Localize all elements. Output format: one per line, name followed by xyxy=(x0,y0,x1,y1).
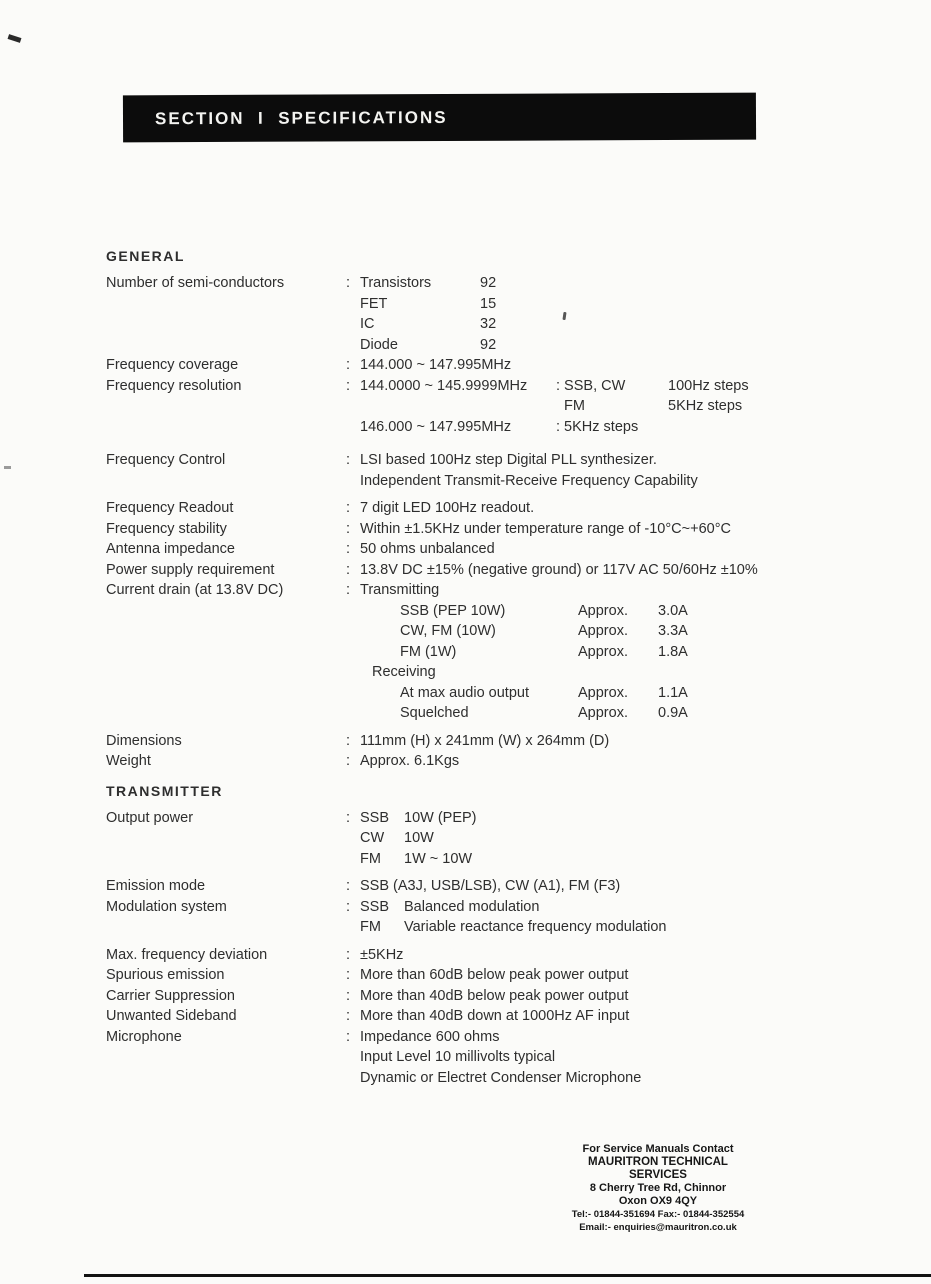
service-stamp xyxy=(558,1143,758,1234)
spec-label: Frequency coverage xyxy=(106,357,239,373)
spec-row xyxy=(106,560,881,581)
spec-cell: Input Level 10 millivolts typical xyxy=(360,1049,556,1065)
spec-row xyxy=(106,498,881,519)
spec-cell: 13.8V DC ±15% (negative ground) or 117V AC 50/60Hz ±10% xyxy=(360,561,758,578)
spec-line xyxy=(360,471,881,492)
spec-row xyxy=(106,897,881,938)
spec-value xyxy=(360,539,881,560)
spec-label: Number of semi-conductors xyxy=(106,275,285,291)
section-transmitter xyxy=(106,783,881,1089)
spec-line xyxy=(360,751,881,772)
spec-line xyxy=(360,1047,881,1068)
spec-cell: : 5KHz steps xyxy=(556,418,639,435)
stamp-phone-line: Tel:- 01844-351694 Fax:- 01844-352554 xyxy=(571,1209,745,1220)
spec-cell: LSI based 100Hz step Digital PLL synthesizer. xyxy=(360,452,657,468)
spec-value xyxy=(360,897,881,938)
spec-line xyxy=(360,965,881,986)
spec-colon: : xyxy=(346,561,351,578)
spec-colon: : xyxy=(346,275,351,291)
spec-value xyxy=(360,560,881,581)
spec-label: Frequency Readout xyxy=(106,500,234,516)
spec-row xyxy=(106,965,881,986)
spec-line xyxy=(360,1006,881,1027)
spec-value xyxy=(360,986,881,1007)
spec-cell: Independent Transmit-Receive Frequency Capability xyxy=(360,472,698,489)
spec-cell: 15 xyxy=(480,295,497,312)
spec-value xyxy=(360,376,881,438)
spec-line xyxy=(360,1027,881,1048)
spec-cell: More than 40dB below peak power output xyxy=(360,987,629,1004)
spec-row xyxy=(106,876,881,897)
spec-row xyxy=(106,945,881,966)
spec-label: Frequency resolution xyxy=(106,377,242,394)
spec-colon: : xyxy=(346,809,351,826)
spec-label: Modulation system xyxy=(106,898,227,915)
spec-value xyxy=(360,945,881,966)
spec-cell: SSB (A3J, USB/LSB), CW (A1), FM (F3) xyxy=(360,878,621,894)
spec-value xyxy=(360,519,881,540)
spec-cell: FM xyxy=(360,919,381,935)
spec-line xyxy=(360,519,881,540)
stamp-address-line: Oxon OX9 4QY xyxy=(618,1195,698,1207)
spec-line xyxy=(360,945,881,966)
spec-label: Spurious emission xyxy=(106,967,225,983)
spec-line xyxy=(360,986,881,1007)
spec-line xyxy=(360,560,881,581)
spec-row xyxy=(106,1027,881,1089)
spec-label: Antenna impedance xyxy=(106,541,235,557)
section-header-title: SECTION I SPECIFICATIONS xyxy=(154,107,448,128)
spec-row xyxy=(106,355,881,376)
spec-value xyxy=(360,498,881,519)
spec-cell: Approx. 6.1Kgs xyxy=(360,753,460,769)
spec-colon: : xyxy=(346,946,351,963)
spec-colon: : xyxy=(346,1028,351,1045)
spec-cell: Approx. xyxy=(578,705,628,721)
spec-value xyxy=(360,273,881,355)
spec-label: Unwanted Sideband xyxy=(106,1008,237,1024)
spec-label: Current drain (at 13.8V DC) xyxy=(106,582,284,598)
spec-colon: : xyxy=(346,500,351,516)
spec-cell: Approx. xyxy=(578,643,628,660)
spec-cell: CW, FM (10W) xyxy=(400,623,496,639)
spec-colon: : xyxy=(346,967,351,983)
spec-row xyxy=(106,539,881,560)
spec-colon: : xyxy=(346,541,351,557)
spec-line xyxy=(360,580,881,601)
spec-line xyxy=(360,897,881,918)
scan-artifact xyxy=(8,34,22,43)
spec-line xyxy=(360,601,881,622)
spec-cell: Squelched xyxy=(400,705,469,721)
spec-cell: IC xyxy=(360,316,375,332)
spec-label: Frequency stability xyxy=(106,520,227,537)
spec-label: Output power xyxy=(106,809,194,826)
spec-cell: 92 xyxy=(480,275,497,291)
spec-row xyxy=(106,986,881,1007)
spec-cell: Approx. xyxy=(578,623,628,639)
spec-value xyxy=(360,355,881,376)
spec-label: Carrier Suppression xyxy=(106,987,235,1004)
spec-line xyxy=(360,621,881,642)
spec-sections xyxy=(106,248,881,1088)
spec-value xyxy=(360,965,881,986)
spec-cell: SSB (PEP 10W) xyxy=(400,602,506,619)
spec-colon: : xyxy=(346,582,351,598)
spec-value xyxy=(360,580,881,724)
spec-line xyxy=(360,376,881,397)
section-title: TRANSMITTER xyxy=(106,782,223,799)
spec-line xyxy=(360,294,881,315)
spec-cell: SSB xyxy=(360,809,390,826)
spec-cell: 144.000 ~ 147.995MHz xyxy=(360,357,512,373)
spec-row xyxy=(106,450,881,491)
spec-cell: 0.9A xyxy=(658,705,688,721)
spec-row xyxy=(106,273,881,355)
spec-row xyxy=(106,808,881,870)
spec-colon: : xyxy=(346,732,351,749)
spec-cell: ±5KHz xyxy=(360,946,404,963)
spec-cell: Variable reactance frequency modulation xyxy=(404,919,667,935)
spec-line xyxy=(360,335,881,356)
spec-line xyxy=(360,1068,881,1089)
spec-cell: Balanced modulation xyxy=(404,898,540,915)
spec-cell: At max audio output xyxy=(400,684,529,701)
spec-cell: 10W (PEP) xyxy=(404,809,477,826)
spec-row xyxy=(106,751,881,772)
spec-colon: : xyxy=(346,377,351,394)
stamp-address-line: 8 Cherry Tree Rd, Chinnor xyxy=(589,1182,727,1194)
spec-cell: Impedance 600 ohms xyxy=(360,1028,500,1045)
spec-cell: 146.000 ~ 147.995MHz xyxy=(360,418,512,435)
spec-colon: : xyxy=(346,357,351,373)
section-rows xyxy=(106,273,881,772)
spec-colon: : xyxy=(346,1008,351,1024)
spec-row xyxy=(106,376,881,438)
spec-line xyxy=(360,683,881,704)
spec-cell: More than 60dB below peak power output xyxy=(360,967,629,983)
spec-cell: Transistors xyxy=(360,275,432,291)
spec-cell xyxy=(360,396,556,417)
spec-line xyxy=(360,642,881,663)
spec-line xyxy=(360,355,881,376)
spec-line xyxy=(360,849,881,870)
spec-line xyxy=(360,662,881,683)
spec-line xyxy=(360,808,881,829)
spec-cell: Transmitting xyxy=(360,582,440,598)
stamp-email-line: Email:- enquiries@mauritron.co.uk xyxy=(579,1222,737,1233)
spec-cell: 3.0A xyxy=(658,602,688,619)
stamp-company-name: MAURITRON TECHNICAL SERVICES xyxy=(588,1156,728,1181)
spec-value xyxy=(360,751,881,772)
spec-cell: Approx. xyxy=(578,684,628,701)
spec-cell: 111mm (H) x 241mm (W) x 264mm (D) xyxy=(360,732,610,749)
spec-colon: : xyxy=(346,878,351,894)
spec-colon: : xyxy=(346,520,351,537)
spec-cell: 32 xyxy=(480,316,497,332)
spec-row xyxy=(106,1006,881,1027)
spec-colon: : xyxy=(346,987,351,1004)
spec-cell: FM xyxy=(360,850,381,867)
spec-line xyxy=(360,417,881,438)
spec-line xyxy=(360,273,881,294)
spec-colon: : xyxy=(346,898,351,915)
spec-label: Power supply requirement xyxy=(106,561,275,578)
spec-line xyxy=(360,450,881,471)
spec-cell: 10W xyxy=(404,830,434,846)
spec-value xyxy=(360,808,881,870)
spec-label: Emission mode xyxy=(106,878,206,894)
spec-cell: FM (1W) xyxy=(400,643,457,660)
stamp-line: For Service Manuals Contact xyxy=(582,1143,734,1155)
spec-cell: : SSB, CW xyxy=(556,377,626,394)
spec-value xyxy=(360,450,881,491)
spec-cell: Within ±1.5KHz under temperature range of -10°C~+60°C xyxy=(360,520,731,537)
spec-label: Microphone xyxy=(106,1028,182,1045)
spec-cell: SSB xyxy=(360,898,390,915)
spec-cell: Approx. xyxy=(578,602,628,619)
spec-value xyxy=(360,1027,881,1089)
page-bottom-rule xyxy=(84,1274,931,1277)
spec-colon: : xyxy=(346,452,351,468)
spec-cell: 5KHz steps xyxy=(668,398,743,414)
section-title: GENERAL xyxy=(106,248,185,264)
spec-cell: 144.0000 ~ 145.9999MHz xyxy=(360,377,528,394)
spec-cell: 1.8A xyxy=(658,643,688,660)
spec-line xyxy=(360,498,881,519)
section-general xyxy=(106,248,881,772)
spec-line xyxy=(360,876,881,897)
spec-label: Frequency Control xyxy=(106,452,226,468)
section-rows xyxy=(106,808,881,1089)
spec-cell: 7 digit LED 100Hz readout. xyxy=(360,500,535,516)
spec-row xyxy=(106,580,881,724)
spec-row xyxy=(106,731,881,752)
spec-cell: Receiving xyxy=(372,664,436,680)
spec-line xyxy=(360,703,881,724)
spec-cell: FET xyxy=(360,295,388,312)
spec-row xyxy=(106,519,881,540)
spec-label: Weight xyxy=(106,753,151,769)
spec-cell: CW xyxy=(360,830,385,846)
scan-artifact xyxy=(4,466,11,469)
spec-line xyxy=(360,396,881,417)
spec-line xyxy=(360,539,881,560)
spec-cell: More than 40dB down at 1000Hz AF input xyxy=(360,1008,630,1024)
spec-line xyxy=(360,917,881,938)
spec-cell: FM xyxy=(556,398,585,414)
spec-line xyxy=(360,314,881,335)
spec-cell: Dynamic or Electret Condenser Microphone xyxy=(360,1069,642,1086)
spec-cell: 92 xyxy=(480,336,497,353)
spec-value xyxy=(360,1006,881,1027)
spec-cell: 3.3A xyxy=(658,623,688,639)
spec-line xyxy=(360,828,881,849)
spec-value xyxy=(360,731,881,752)
spec-cell: 1W ~ 10W xyxy=(404,850,473,867)
spec-label: Dimensions xyxy=(106,732,182,749)
spec-cell: 50 ohms unbalanced xyxy=(360,541,495,557)
spec-colon: : xyxy=(346,753,351,769)
section-header-bar xyxy=(123,93,756,143)
spec-value xyxy=(360,876,881,897)
spec-cell: 100Hz steps xyxy=(668,377,749,394)
spec-line xyxy=(360,731,881,752)
spec-label: Max. frequency deviation xyxy=(106,946,268,963)
spec-cell: 1.1A xyxy=(658,684,688,701)
spec-cell: Diode xyxy=(360,336,398,353)
